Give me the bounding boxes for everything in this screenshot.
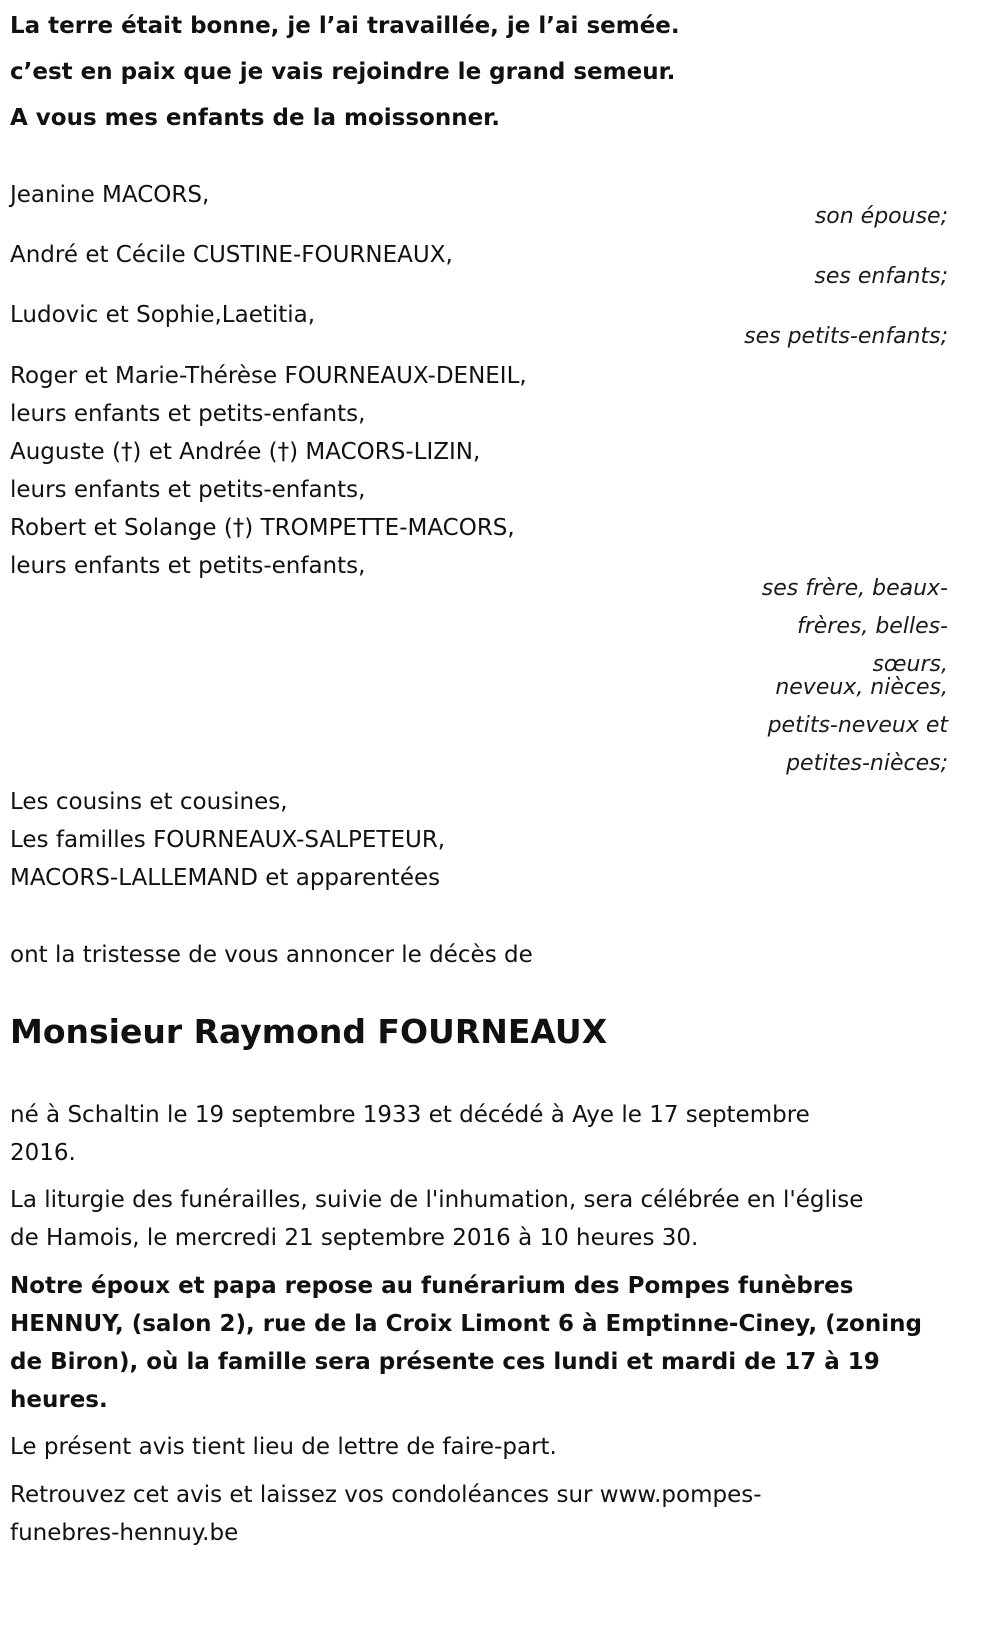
liturgy-line: La liturgie des funérailles, suivie de l'inhumation, sera célébrée en l'église — [10, 1187, 864, 1213]
siblings-relation-line: frères, belles- — [796, 614, 948, 639]
sibling-line: Robert et Solange (†) TROMPETTE-MACORS, — [10, 515, 515, 541]
epigraph-line: La terre était bonne, je l’ai travaillée, je l’ai semée. — [10, 13, 680, 39]
sibling-line: leurs enfants et petits-enfants, — [10, 553, 366, 579]
epigraph-line: A vous mes enfants de la moissonner. — [10, 105, 500, 131]
birth-death-line: 2016. — [10, 1140, 76, 1166]
condolences-link[interactable]: funebres-hennuy.be — [10, 1520, 239, 1546]
spouse-relation: son épouse; — [814, 204, 948, 229]
condolences-line: Retrouvez cet avis et laissez vos condoléances sur www.pompes- — [10, 1482, 762, 1508]
notice-text: Le présent avis tient lieu de lettre de faire-part. — [10, 1434, 557, 1460]
others-line: Les familles FOURNEAUX-SALPETEUR, — [10, 827, 446, 853]
visitation-line: de Biron), où la famille sera présente ces lundi et mardi de 17 à 19 — [10, 1349, 880, 1375]
birth-death-line: né à Schaltin le 19 septembre 1933 et décédé à Aye le 17 septembre — [10, 1102, 810, 1128]
sibling-line: leurs enfants et petits-enfants, — [10, 477, 366, 503]
children-relation: ses enfants; — [814, 264, 948, 289]
children-names: André et Cécile CUSTINE-FOURNEAUX, — [10, 242, 453, 268]
spouse-name: Jeanine MACORS, — [10, 182, 210, 208]
siblings-relation-line: petits-neveux et — [767, 713, 948, 738]
sibling-line: Auguste (†) et Andrée (†) MACORS-LIZIN, — [10, 439, 481, 465]
others-line: Les cousins et cousines, — [10, 789, 288, 815]
siblings-relation-line: sœurs, — [872, 652, 948, 677]
visitation-line: Notre époux et papa repose au funérarium des Pompes funèbres — [10, 1273, 854, 1299]
siblings-relation-line: petites-nièces; — [786, 751, 948, 776]
deceased-name: Monsieur Raymond FOURNEAUX — [10, 1012, 608, 1051]
grandchildren-names: Ludovic et Sophie,Laetitia, — [10, 302, 316, 328]
visitation-line: heures. — [10, 1387, 108, 1413]
siblings-relation-line: ses frère, beaux- — [761, 576, 948, 601]
visitation-line: HENNUY, (salon 2), rue de la Croix Limont 6 à Emptinne-Ciney, (zoning — [10, 1311, 922, 1337]
sibling-line: leurs enfants et petits-enfants, — [10, 401, 366, 427]
announcement-text: ont la tristesse de vous annoncer le décès de — [10, 942, 533, 968]
siblings-relation-line: neveux, nièces, — [775, 675, 948, 700]
others-line: MACORS-LALLEMAND et apparentées — [10, 865, 441, 891]
sibling-line: Roger et Marie-Thérèse FOURNEAUX-DENEIL, — [10, 363, 527, 389]
liturgy-line: de Hamois, le mercredi 21 septembre 2016 à 10 heures 30. — [10, 1225, 699, 1251]
grandchildren-relation: ses petits-enfants; — [744, 324, 948, 349]
epigraph-line: c’est en paix que je vais rejoindre le grand semeur. — [10, 59, 676, 85]
